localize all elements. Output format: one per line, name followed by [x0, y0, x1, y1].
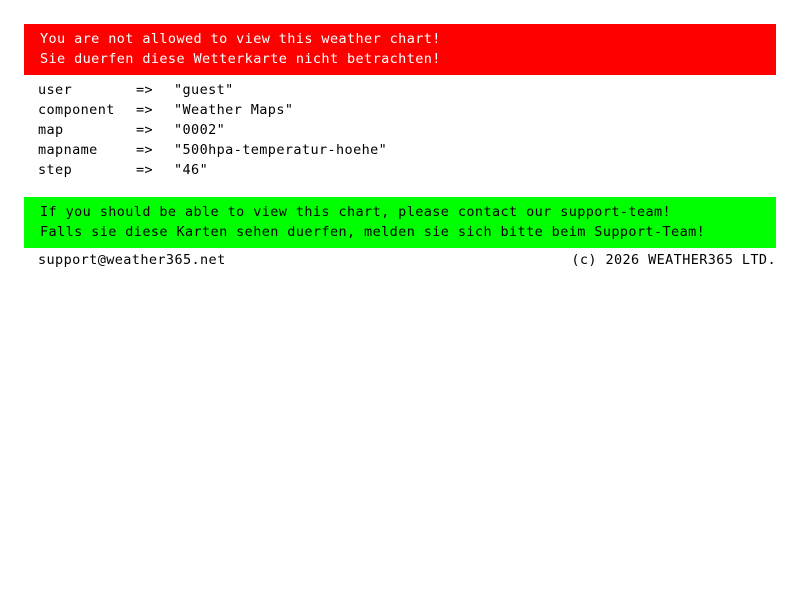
param-arrow: => — [136, 142, 154, 158]
param-value: "Weather Maps" — [174, 102, 294, 118]
info-message-de: Falls sie diese Karten sehen duerfen, melden sie sich bitte beim Support-Team! — [40, 224, 706, 240]
table-row — [38, 120, 778, 140]
support-email-link[interactable]: support@weather365.net — [38, 252, 226, 268]
param-key: step — [38, 162, 73, 178]
error-message-de: Sie duerfen diese Wetterkarte nicht betrachten! — [40, 51, 441, 67]
param-arrow: => — [136, 122, 154, 138]
param-value: "500hpa-temperatur-hoehe" — [174, 142, 388, 158]
table-row — [38, 100, 778, 120]
table-row — [38, 80, 778, 100]
param-value: "46" — [174, 162, 209, 178]
param-value: "guest" — [174, 82, 234, 98]
page-footer — [38, 250, 776, 270]
request-parameters — [38, 80, 778, 180]
error-message-en: You are not allowed to view this weather chart! — [40, 31, 441, 47]
param-arrow: => — [136, 102, 154, 118]
copyright-text: (c) 2026 WEATHER365 LTD. — [571, 252, 776, 268]
table-row — [38, 140, 778, 160]
param-value: "0002" — [174, 122, 226, 138]
param-key: map — [38, 122, 64, 138]
info-banner — [24, 197, 776, 248]
param-arrow: => — [136, 82, 154, 98]
param-key: component — [38, 102, 115, 118]
param-key: mapname — [38, 142, 98, 158]
param-key: user — [38, 82, 73, 98]
info-message-en: If you should be able to view this chart, please contact our support-team! — [40, 204, 672, 220]
table-row — [38, 160, 778, 180]
param-arrow: => — [136, 162, 154, 178]
error-banner — [24, 24, 776, 75]
